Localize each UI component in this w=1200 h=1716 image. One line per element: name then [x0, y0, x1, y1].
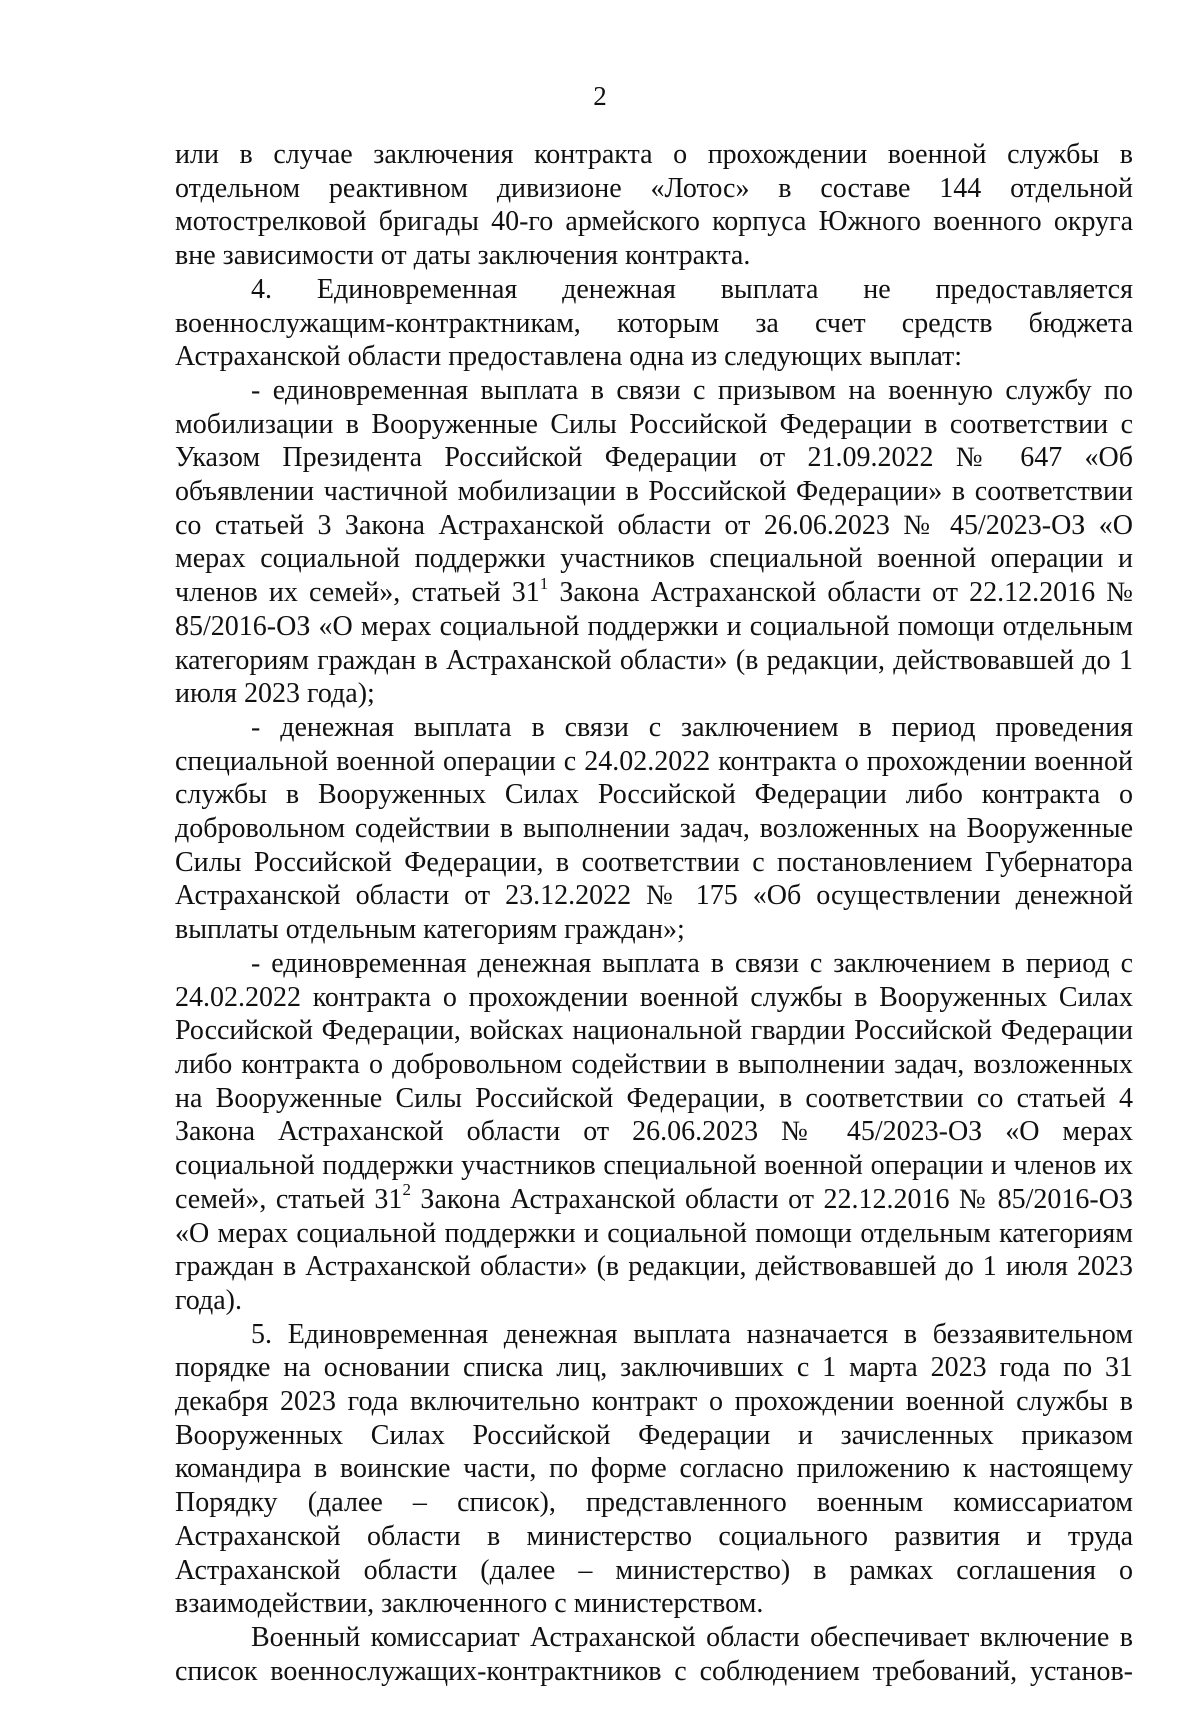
- paragraph-list-item-contract-payment: - денежная выплата в связи с заключением в период проведения специальной военной операции с 24.02.2022 контракта о прохождении военной службы в Вооруженных Силах Российской Федерации либо контракта о добровольном содействии в выполнении задач, возложенных на Вооруженные Силы Российской Федерации, в соответствии с постановлением Губернатора Астраханской области от 23.12.2022 № 175 «Об осуществлении денежной выплаты отдельным категориям граждан»;: [175, 711, 1133, 946]
- paragraph-text: - единовременная выплата в связи с призывом на военную службу по мобилизации в Вооруженные Силы Российской Федерации в соответствии с Указом Президента Российской Федерации от 21.09.2022 № 647 «Об объявлении частичной мобилизации в Российской Федерации» в соответствии со статьей 3 Закона Астраханской области от 26.06.2023 № 45/2023-ОЗ «О мерах социальной поддержки участников специальной военной операции и членов их семей», статьей 31: [175, 374, 1133, 609]
- paragraph-text: Закона Астраханской области от 22.12.2016 № 85/2016-ОЗ «О мерах социальной поддержки и социальной помощи отдельным категориям граждан в Астраханской области» (в редакции, действовавшей до 1 июля 2023 года);: [175, 577, 1133, 710]
- paragraph-list-item-mobilization: [175, 374, 1133, 711]
- paragraph-item-4: 4. Единовременная денежная выплата не предоставляется военнослужащим-контрактникам, которым за счет средств бюджета Астраханской области предоставлена одна из следующих выплат:: [175, 273, 1133, 373]
- page-number: 2: [593, 81, 607, 111]
- paragraph-item-5: 5. Единовременная денежная выплата назначается в беззаявительном порядке на основании списка лиц, заключивших с 1 марта 2023 года по 31 декабря 2023 года включительно контракт о прохождении военной службы в Вооруженных Силах Российской Федерации и зачисленных приказом командира в воинские части, по форме согласно приложению к настоящему Порядку (далее – список), представленного военным комиссариатом Астраханской области в министерство социального развития и труда Астраханской области (далее – министерство) в рамках соглашения о взаимодействии, заключенного с министерством.: [175, 1318, 1133, 1620]
- paragraph-text: Закона Астраханской области от 22.12.2016 № 85/2016-ОЗ «О мерах социальной поддержки и социальной помощи отдельным категориям граждан в Астраханской области» (в редакции, действовавшей до 1 июля 2023 года).: [175, 1183, 1133, 1316]
- paragraph-continuation: или в случае заключения контракта о прохождении военной службы в отдельном реактивном дивизионе «Лотос» в составе 144 отдельной мотострелковой бригады 40-го армейского корпуса Южного военного округа вне зависимости от даты заключения контракта.: [175, 139, 1133, 272]
- paragraph-list-item-lump-sum: [175, 947, 1133, 1318]
- paragraph-commissariat: Военный комиссариат Астраханской области обеспечивает включение в список военнослужащих-контрактников с соблюдением требований, установ-: [175, 1621, 1133, 1687]
- superscript: 1: [539, 573, 549, 593]
- paragraph-text: - единовременная денежная выплата в связи с заключением в период с 24.02.2022 контракта о прохождении военной службы в Вооруженных Силах Российской Федерации, войсках национальной гвардии Российской Федерации либо контракта о добровольном содействии в выполнении задач, возложенных на Вооруженные Силы Российской Федерации, в соответствии со статьей 4 Закона Астраханской области от 26.06.2023 № 45/2023-ОЗ «О мерах социальной поддержки участников специальной военной операции и членов их семей», статьей 31: [175, 947, 1133, 1215]
- superscript: 2: [402, 1180, 411, 1200]
- document-body: [175, 138, 1133, 1688]
